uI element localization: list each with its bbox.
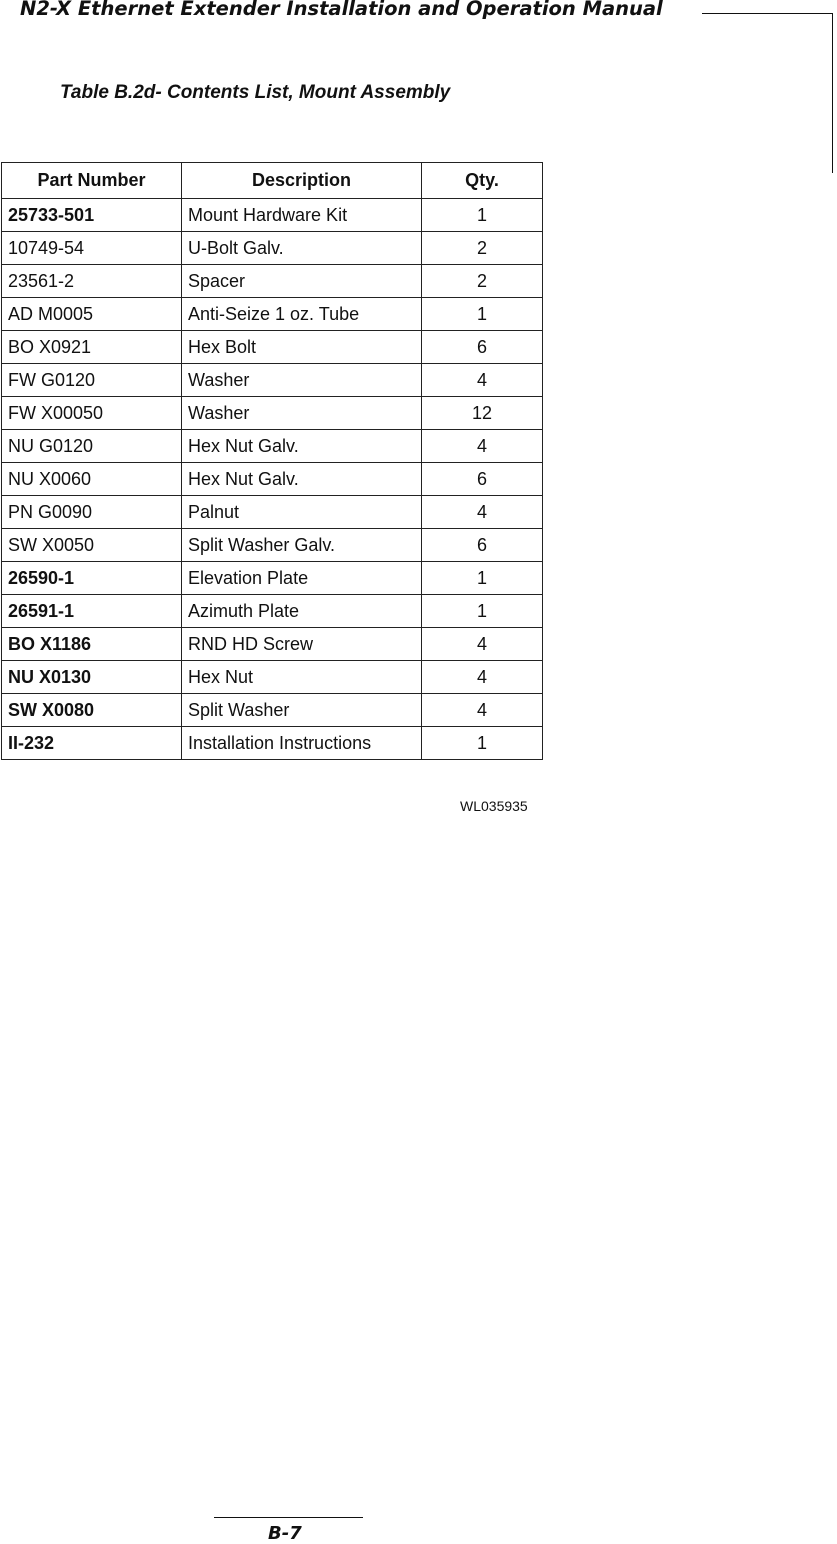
footer-rule — [214, 1517, 363, 1518]
part-number-cell: 23561-2 — [2, 265, 182, 298]
quantity-cell: 4 — [422, 661, 543, 694]
header-rule — [702, 13, 832, 14]
table-row — [2, 430, 543, 463]
header-side-rule — [832, 13, 833, 173]
description-cell: Hex Nut Galv. — [182, 430, 422, 463]
part-number-cell: 25733-501 — [2, 199, 182, 232]
quantity-cell: 2 — [422, 265, 543, 298]
part-number-cell: II-232 — [2, 727, 182, 760]
description-cell: Hex Bolt — [182, 331, 422, 364]
table-body — [2, 199, 543, 760]
table-row — [2, 199, 543, 232]
table-row — [2, 364, 543, 397]
quantity-cell: 4 — [422, 628, 543, 661]
table-row — [2, 694, 543, 727]
part-number-cell: FW G0120 — [2, 364, 182, 397]
description-cell: Washer — [182, 397, 422, 430]
description-cell: Elevation Plate — [182, 562, 422, 595]
quantity-cell: 1 — [422, 727, 543, 760]
table-row — [2, 463, 543, 496]
quantity-cell: 4 — [422, 496, 543, 529]
quantity-cell: 6 — [422, 331, 543, 364]
part-number-cell: 10749-54 — [2, 232, 182, 265]
description-cell: Anti-Seize 1 oz. Tube — [182, 298, 422, 331]
table-row — [2, 562, 543, 595]
table-row — [2, 661, 543, 694]
part-number-cell: SW X0050 — [2, 529, 182, 562]
part-number-cell: NU X0130 — [2, 661, 182, 694]
part-number-cell: BO X1186 — [2, 628, 182, 661]
table-caption: Table B.2d- Contents List, Mount Assembly — [60, 82, 451, 103]
part-number-cell: 26590-1 — [2, 562, 182, 595]
description-cell: Split Washer — [182, 694, 422, 727]
quantity-cell: 4 — [422, 364, 543, 397]
description-cell: Spacer — [182, 265, 422, 298]
part-number-cell: SW X0080 — [2, 694, 182, 727]
figure-id: WL035935 — [460, 798, 528, 814]
quantity-cell: 1 — [422, 199, 543, 232]
description-cell: U-Bolt Galv. — [182, 232, 422, 265]
description-cell: Hex Nut — [182, 661, 422, 694]
part-number-cell: AD M0005 — [2, 298, 182, 331]
table-row — [2, 628, 543, 661]
description-cell: Installation Instructions — [182, 727, 422, 760]
table-row — [2, 397, 543, 430]
table-row — [2, 727, 543, 760]
part-number-cell: NU G0120 — [2, 430, 182, 463]
part-number-cell: FW X00050 — [2, 397, 182, 430]
description-cell: Mount Hardware Kit — [182, 199, 422, 232]
table-header-row — [2, 163, 543, 199]
table-row — [2, 298, 543, 331]
table-row — [2, 265, 543, 298]
part-number-cell: NU X0060 — [2, 463, 182, 496]
table-row — [2, 496, 543, 529]
page-number: B-7 — [268, 1523, 302, 1544]
description-cell: Washer — [182, 364, 422, 397]
quantity-cell: 4 — [422, 694, 543, 727]
quantity-cell: 2 — [422, 232, 543, 265]
column-header-qty: Qty. — [422, 163, 543, 199]
quantity-cell: 1 — [422, 595, 543, 628]
contents-table — [1, 162, 543, 760]
quantity-cell: 1 — [422, 562, 543, 595]
part-number-cell: PN G0090 — [2, 496, 182, 529]
quantity-cell: 6 — [422, 529, 543, 562]
table-row — [2, 529, 543, 562]
part-number-cell: BO X0921 — [2, 331, 182, 364]
table-row — [2, 331, 543, 364]
description-cell: RND HD Screw — [182, 628, 422, 661]
quantity-cell: 6 — [422, 463, 543, 496]
column-header-part-number: Part Number — [2, 163, 182, 199]
table-row — [2, 232, 543, 265]
description-cell: Palnut — [182, 496, 422, 529]
part-number-cell: 26591-1 — [2, 595, 182, 628]
table-row — [2, 595, 543, 628]
description-cell: Azimuth Plate — [182, 595, 422, 628]
column-header-description: Description — [182, 163, 422, 199]
manual-title: N2-X Ethernet Extender Installation and Operation Manual — [20, 0, 663, 20]
quantity-cell: 4 — [422, 430, 543, 463]
quantity-cell: 1 — [422, 298, 543, 331]
quantity-cell: 12 — [422, 397, 543, 430]
description-cell: Split Washer Galv. — [182, 529, 422, 562]
description-cell: Hex Nut Galv. — [182, 463, 422, 496]
